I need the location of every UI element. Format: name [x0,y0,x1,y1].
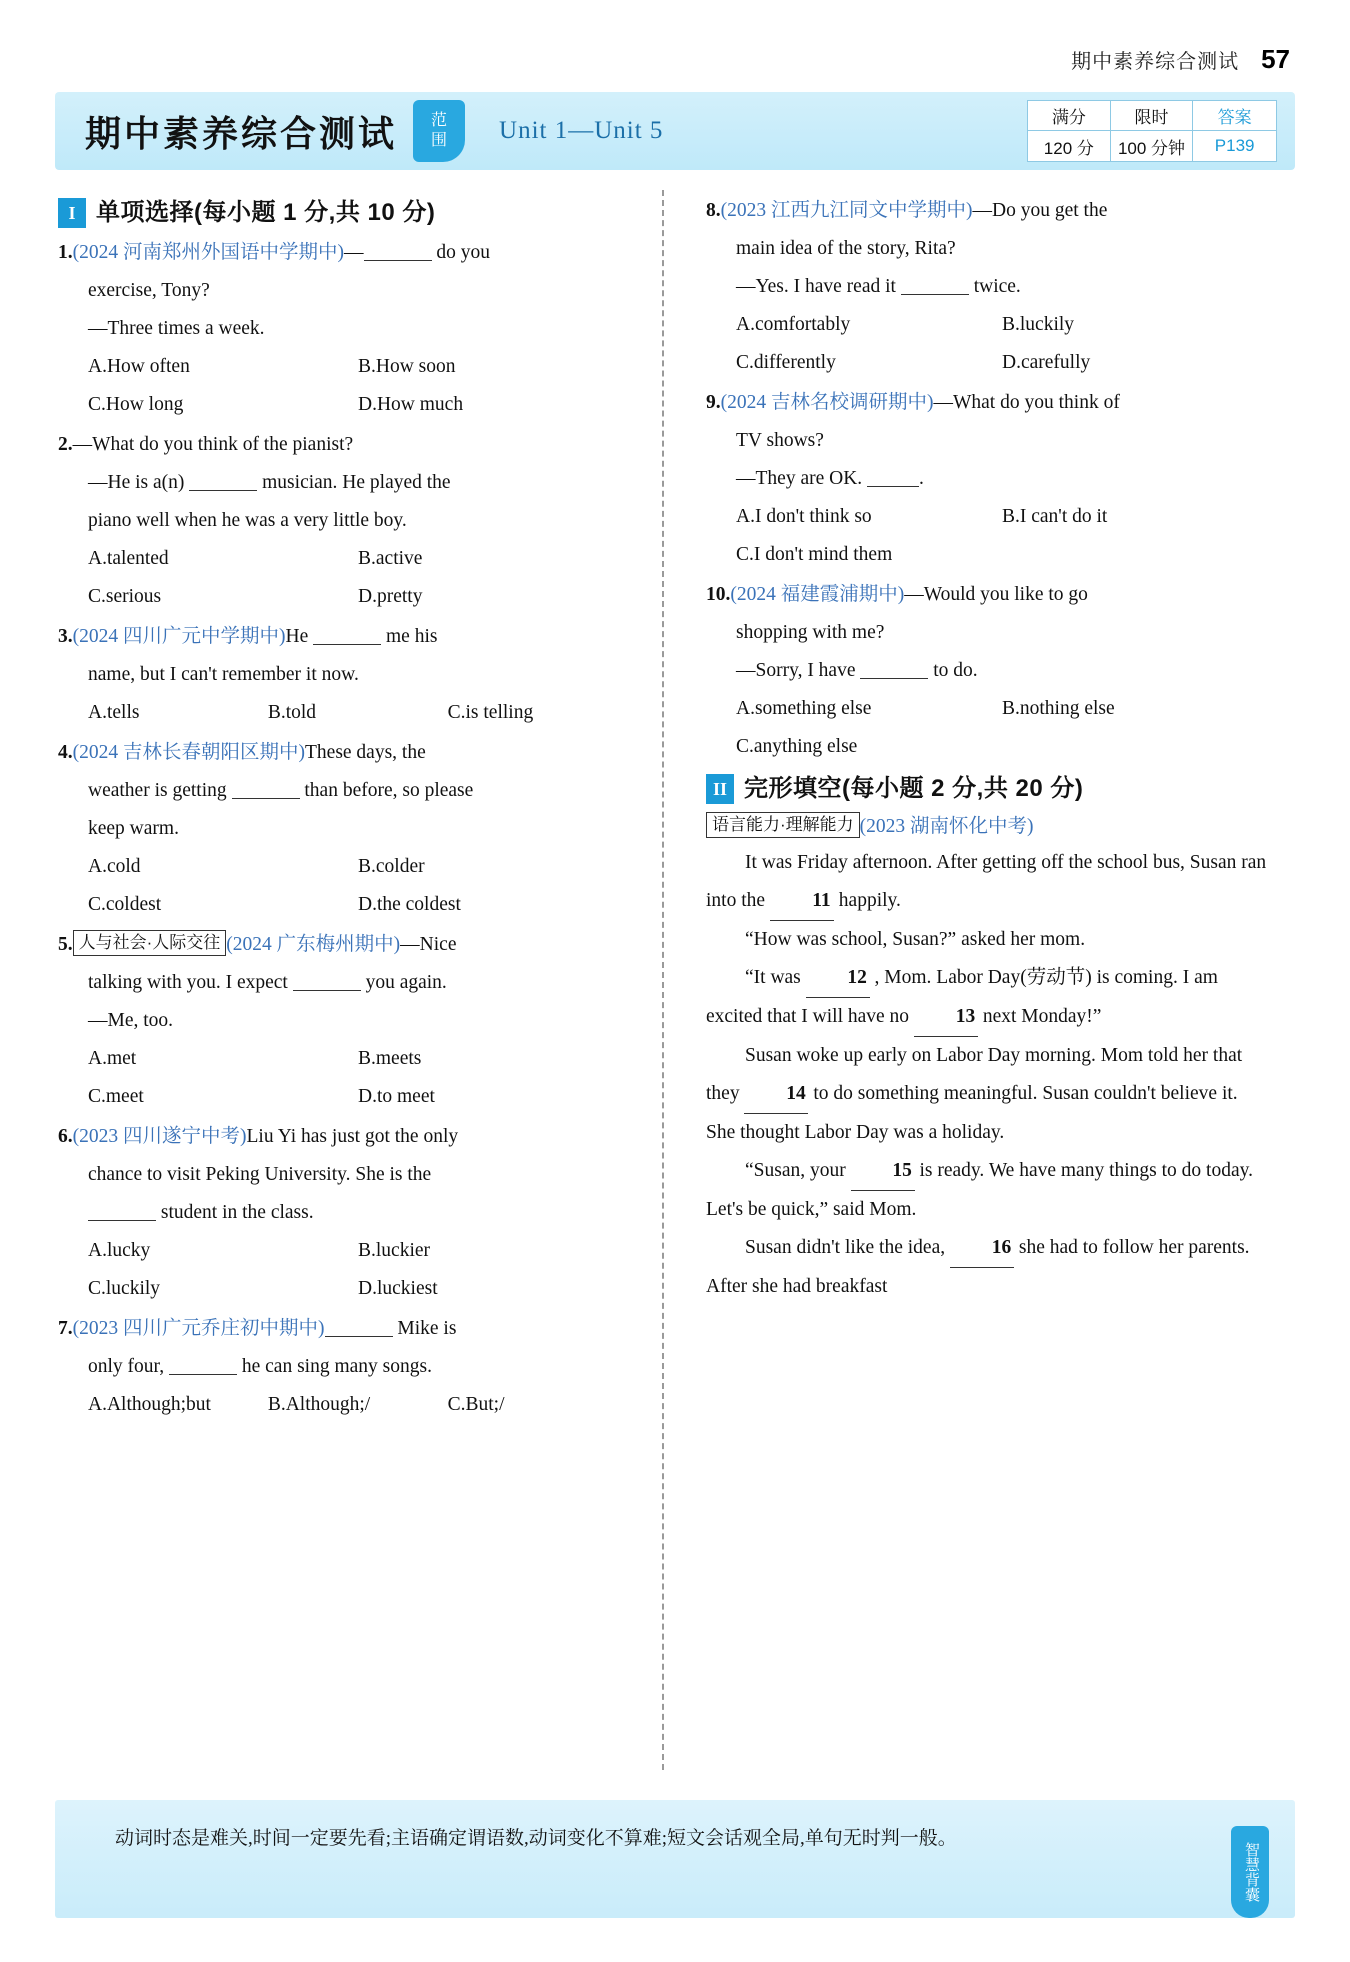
question-4-option-d[interactable]: D.the coldest [358,894,461,915]
question-10-source: (2024 福建霞浦期中) [730,584,905,605]
cloze-paragraph-6: Susan didn't like the idea, 16 she had to follow her parents. After she had breakfast [706,1229,1268,1306]
section-heading-2 [706,770,1268,808]
question-2-line-1: —He is a(n) musician. He played the [88,472,451,493]
full-score-value: 120 分 [1028,131,1111,161]
scope-badge-label-1: 范 [431,112,448,129]
question-8-line-1: main idea of the story, Rita? [736,238,956,259]
question-5-number: 5. [58,934,73,955]
question-9-source: (2024 吉林名校调研期中) [720,392,934,413]
banner-title: 期中素养综合测试 [85,112,398,154]
footer-tip-text: 动词时态是难关,时间一定要先看;主语确定谓语数,动词变化不算难;短文会话观全局,单句无时判一般。 [115,1828,957,1849]
question-5-option-b[interactable]: B.meets [358,1048,422,1069]
right-column [676,190,1268,1770]
question-2-option-d[interactable]: D.pretty [358,586,423,607]
question-9-option-a[interactable]: A.I don't think so [736,506,872,527]
question-6-source: (2023 四川遂宁中考) [72,1126,247,1147]
question-4-line-2: keep warm. [88,818,179,839]
cloze-paragraph-1: It was Friday afternoon. After getting off the school bus, Susan ran into the 11 happily. [706,844,1268,921]
question-3: 3.(2024 四川广元中学期中)He me his name, but I can't remember it now. A.tells B.told C.is telling [58,618,628,732]
question-4-option-a[interactable]: A.cold [88,856,141,877]
footer-tip-box [55,1800,1295,1918]
section-heading-1 [58,194,628,232]
question-4-option-b[interactable]: B.colder [358,856,425,877]
question-7-option-b[interactable]: B.Although;/ [267,1394,371,1415]
question-1-options [58,348,628,386]
section-title-1: 单项选择(每小题 1 分,共 10 分) [96,199,436,226]
question-4-option-c[interactable]: C.coldest [88,894,162,915]
answer-page-link[interactable]: P139 [1214,136,1255,155]
question-7-source: (2023 四川广元乔庄初中期中) [72,1318,325,1339]
question-1-blank [364,260,432,261]
question-6-option-c[interactable]: C.luckily [88,1278,161,1299]
question-6-option-d[interactable]: D.luckiest [358,1278,438,1299]
question-5-blank [293,990,361,991]
unit-range: Unit 1—Unit 5 [499,117,664,144]
question-10-option-c[interactable]: C.anything else [736,736,858,757]
question-7-blank-1 [325,1336,393,1337]
question-10-option-b[interactable]: B.nothing else [1002,698,1115,719]
question-8-blank [901,294,969,295]
question-10-line-2: —Sorry, I have to do. [736,660,978,681]
question-7-blank-2 [169,1374,237,1375]
question-6-option-b[interactable]: B.luckier [358,1240,431,1261]
question-8-option-c[interactable]: C.differently [736,352,836,373]
question-6-number: 6. [58,1126,73,1147]
title-banner [55,92,1295,170]
question-1-option-c[interactable]: C.How long [88,394,184,415]
question-1-source: (2024 河南郑州外国语中学期中) [72,242,344,263]
cloze-blank-13[interactable]: 13 [914,998,978,1037]
cloze-blank-11[interactable]: 11 [770,882,834,921]
question-9-line-1: TV shows? [736,430,824,451]
answer-label: 答案 [1193,101,1276,131]
question-10: 10.(2024 福建霞浦期中)—Would you like to go shopping with me? —Sorry, I have to do. A.something else B.nothing else C.anything else [706,576,1268,766]
question-6-blank [88,1220,156,1221]
question-10-line-1: shopping with me? [736,622,885,643]
time-limit-label: 限时 [1111,101,1194,131]
question-8-option-a[interactable]: A.comfortably [736,314,851,335]
question-3-number: 3. [58,626,73,647]
question-1-line-2: —Three times a week. [88,318,265,339]
cloze-paragraph-2: “How was school, Susan?” asked her mom. [745,929,1086,950]
question-5-option-d[interactable]: D.to meet [358,1086,435,1107]
question-4-source: (2024 吉林长春朝阳区期中) [72,742,305,763]
scope-badge-label-2: 围 [431,132,448,149]
cloze-source: (2023 湖南怀化中考) [859,816,1034,837]
section-badge-1: I [58,198,86,228]
question-9-option-c[interactable]: C.I don't mind them [736,544,893,565]
question-1-number: 1. [58,242,73,263]
time-limit-value: 100 分钟 [1111,131,1194,161]
question-1-line-1: exercise, Tony? [88,280,210,301]
question-7: 7.(2023 四川广元乔庄初中期中) Mike is only four, he can sing many songs. A.Although;but B.Although;/ C.But;/ [58,1310,628,1424]
question-9-blank [867,486,919,487]
question-10-blank [860,678,928,679]
question-7-option-c[interactable]: C.But;/ [447,1394,505,1415]
question-4: 4.(2024 吉林长春朝阳区期中)These days, the weather is getting than before, so please keep warm. A.cold B.colder C.coldest D.the coldest [58,734,628,924]
question-5-option-c[interactable]: C.meet [88,1086,144,1107]
cloze-meta [706,810,1268,844]
question-9-number: 9. [706,392,721,413]
question-10-option-a[interactable]: A.something else [736,698,872,719]
cloze-paragraph-3: “It was 12 , Mom. Labor Day(劳动节) is coming. I am excited that I will have no 13 next Monday!” [706,959,1268,1037]
question-1-option-d[interactable]: D.How much [358,394,464,415]
cloze-blank-12[interactable]: 12 [806,959,870,998]
scope-badge [413,100,465,162]
question-3-option-b[interactable]: B.told [267,702,317,723]
section-title-2: 完形填空(每小题 2 分,共 20 分) [744,775,1084,802]
question-3-option-c[interactable]: C.is telling [447,702,534,723]
question-2-line-2: piano well when he was a very little boy. [88,510,407,531]
content-columns [58,190,1296,1770]
question-1-option-a[interactable]: A.How often [88,356,190,377]
question-2: 2.—What do you think of the pianist? —He is a(n) musician. He played the piano well when he was a very little boy. A.talented B.active C.serious D.pretty [58,426,628,616]
question-8-line-2: —Yes. I have read it twice. [736,276,1021,297]
question-5: 5. 人与社会·人际交往 (2024 广东梅州期中)—Nice talking with you. I expect you again. —Me, too. A.met B.meets C.meet D.to meet [58,926,628,1116]
question-2-option-c[interactable]: C.serious [88,586,162,607]
question-8-option-b[interactable]: B.luckily [1002,314,1075,335]
exam-info-box [1027,100,1277,162]
cloze-blank-16[interactable]: 16 [950,1229,1014,1268]
column-divider [662,190,664,1770]
question-3-option-a[interactable]: A.tells [88,702,140,723]
question-2-blank [189,490,257,491]
question-6-line-1: chance to visit Peking University. She is the [88,1164,432,1185]
cloze-blank-14[interactable]: 14 [744,1075,808,1114]
cloze-blank-15[interactable]: 15 [851,1152,915,1191]
question-2-number: 2. [58,434,73,455]
page-number: 57 [1261,43,1290,74]
question-3-line-1: name, but I can't remember it now. [88,664,359,685]
cloze-tag: 语言能力·理解能力 [706,812,860,838]
question-9: 9.(2024 吉林名校调研期中)—What do you think of TV shows? —They are OK. . A.I don't think so B.I can't do it C.I don't mind them [706,384,1268,574]
question-7-number: 7. [58,1318,73,1339]
question-8-source: (2023 江西九江同文中学期中) [720,200,973,221]
question-8-number: 8. [706,200,721,221]
question-1-option-b[interactable]: B.How soon [358,356,456,377]
question-8: 8.(2023 江西九江同文中学期中)—Do you get the main idea of the story, Rita? —Yes. I have read it twice. A.comfortably B.luckily C.differently D.carefully [706,192,1268,382]
question-5-tag: 人与社会·人际交往 [73,930,227,956]
question-2-option-b[interactable]: B.active [358,548,423,569]
section-badge-2: II [706,774,734,804]
question-7-line-1: only four, he can sing many songs. [88,1356,432,1377]
page-header [0,42,1350,76]
full-score-label: 满分 [1028,101,1111,131]
question-3-source: (2024 四川广元中学期中) [72,626,286,647]
question-6: 6.(2023 四川遂宁中考)Liu Yi has just got the only chance to visit Peking University. She is the student in the class. A.lucky B.luckier C.luckily D.luckiest [58,1118,628,1308]
question-5-line-2: —Me, too. [88,1010,174,1031]
question-5-option-a[interactable]: A.met [88,1048,137,1069]
footer-tab-label: 智慧背囊 [1231,1826,1269,1918]
question-7-option-a[interactable]: A.Although;but [88,1394,211,1415]
cloze-paragraph-5: “Susan, your 15 is ready. We have many things to do today. Let's be quick,” said Mom. [706,1152,1268,1229]
left-column [58,190,650,1770]
question-2-option-a[interactable]: A.talented [88,548,169,569]
question-8-option-d[interactable]: D.carefully [1002,352,1091,373]
question-5-source: (2024 广东梅州期中) [226,934,401,955]
question-9-option-b[interactable]: B.I can't do it [1002,506,1108,527]
question-10-number: 10. [706,584,731,605]
question-4-line-1: weather is getting than before, so please [88,780,474,801]
question-9-line-2: —They are OK. . [736,468,924,489]
question-5-line-1: talking with you. I expect you again. [88,972,447,993]
page-header-title: 期中素养综合测试 [1071,50,1240,73]
question-6-option-a[interactable]: A.lucky [88,1240,151,1261]
question-6-line-2: student in the class. [58,1194,628,1232]
question-3-blank [313,644,381,645]
question-4-number: 4. [58,742,73,763]
cloze-paragraph-4: Susan woke up early on Labor Day morning. Mom told her that they 14 to do something meaningful. Susan couldn't believe it. She thought Labor Day was a holiday. [706,1045,1243,1143]
question-1: 1.(2024 河南郑州外国语中学期中)— do you exercise, Tony? —Three times a week. A.How often B.How soon C.How long D.How much [58,234,628,424]
question-4-blank [232,798,300,799]
